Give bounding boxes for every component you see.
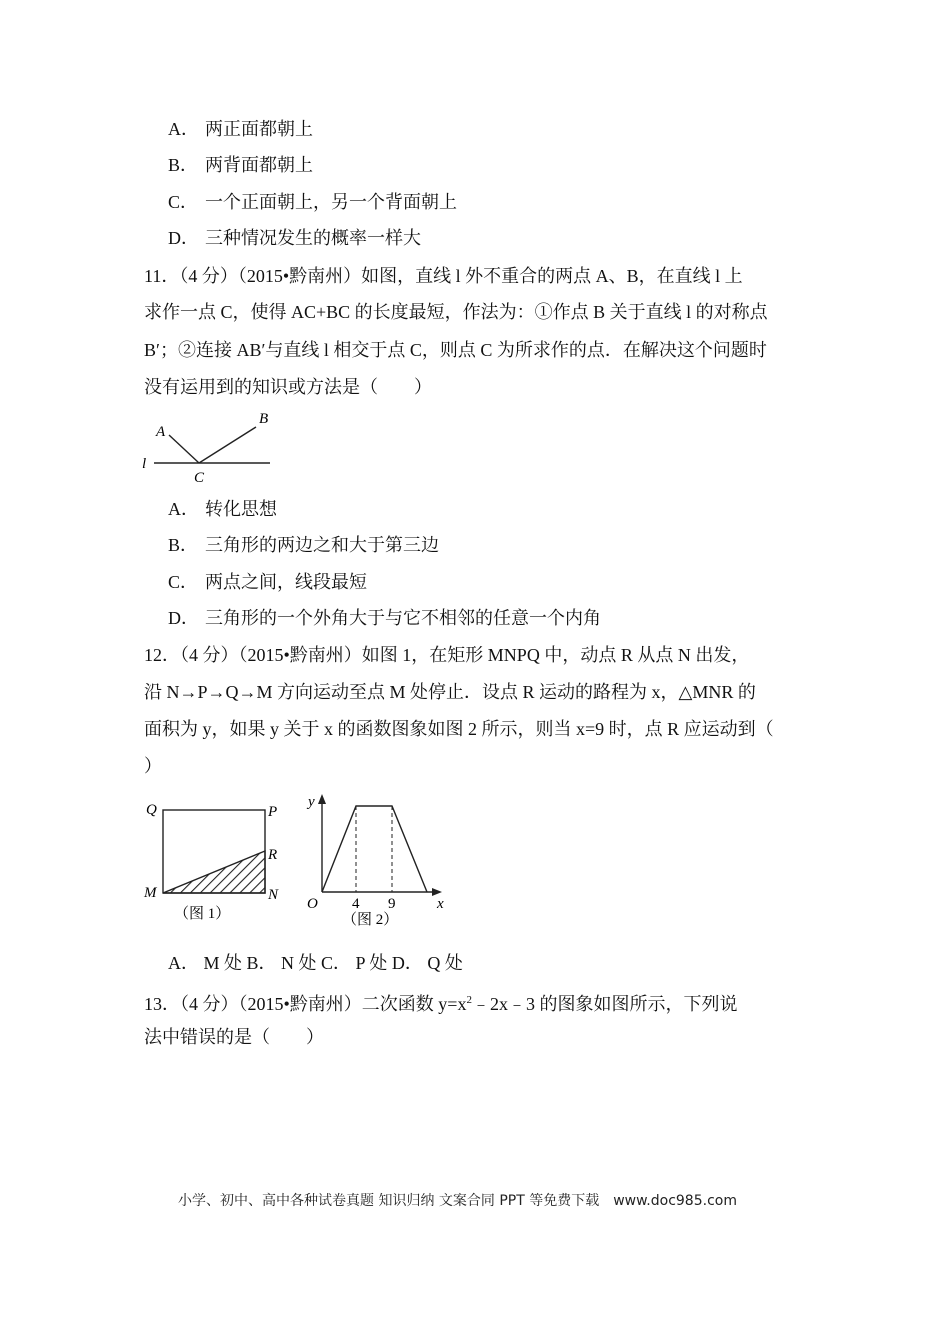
q10-option-d: D． 三种情况发生的概率一样大 xyxy=(168,228,421,248)
q11-option-c: C． 两点之间，线段最短 xyxy=(168,572,367,592)
triangle-mnr-shaded xyxy=(163,851,265,893)
q11-stem-line: 求作一点 C，使得 AC+BC 的长度最短，作法为：①作点 B 关于直线 l 的对称点 xyxy=(144,302,768,322)
q12-stem-line: 12．（4 分）（2015•黔南州）如图 1，在矩形 MNPQ 中，动点 R 从点 N 出发， xyxy=(144,645,750,665)
label-y: y xyxy=(308,794,315,810)
fig2-caption: （图 2） xyxy=(342,912,399,928)
q11-stem-line: 没有运用到的知识或方法是（ ） xyxy=(144,377,432,397)
label-o: O xyxy=(307,896,318,912)
q10-option-a: A． 两正面都朝上 xyxy=(168,119,313,139)
q12-stem-line: 面积为 y，如果 y 关于 x 的函数图象如图 2 所示，则当 x=9 时，点 R 应运动到（ xyxy=(144,719,774,739)
label-p: P xyxy=(268,804,278,820)
q10-option-b: B． 两背面都朝上 xyxy=(168,155,313,175)
segment-bc xyxy=(199,427,256,463)
segment-ac xyxy=(169,435,199,463)
q11-option-a: A． 转化思想 xyxy=(168,499,277,519)
label-x: x xyxy=(437,896,444,912)
function-graph xyxy=(322,806,427,892)
label-n: N xyxy=(268,887,279,903)
tick-4: 4 xyxy=(352,896,360,912)
q12-options: A． M 处 B． N 处 C． P 处 D． Q 处 xyxy=(168,953,463,973)
label-b: B xyxy=(259,411,269,427)
y-axis-arrow xyxy=(318,794,326,804)
label-l: l xyxy=(142,456,147,472)
label-r: R xyxy=(268,847,278,863)
q13-stem-line: 13．（4 分）（2015•黔南州）二次函数 $y=x^2﹣2x﹣3$ 的图象如图所示，下列说 xyxy=(144,994,738,1014)
q11-option-b: B． 三角形的两边之和大于第三边 xyxy=(168,535,439,555)
q13-stem-line: 法中错误的是（ ） xyxy=(144,1027,324,1047)
page-footer: 小学、初中、高中各种试卷真题 知识归纳 文案合同 PPT 等免费下载 www.doc985.com xyxy=(178,1193,737,1209)
q11-stem-line: B′；②连接 AB′与直线 l 相交于点 C，则点 C 为所求作的点．在解决这个问题时 xyxy=(144,340,767,360)
tick-9: 9 xyxy=(388,896,396,912)
fig1-caption: （图 1） xyxy=(174,906,231,922)
label-c: C xyxy=(194,470,205,485)
q11-stem-line: 11．（4 分）（2015•黔南州）如图，直线 l 外不重合的两点 A、B，在直线 l 上 xyxy=(144,266,743,286)
q10-option-c: C． 一个正面朝上，另一个背面朝上 xyxy=(168,192,457,212)
q12-figure-2 xyxy=(300,790,460,940)
q12-figure-1 xyxy=(140,794,290,954)
label-m: M xyxy=(144,885,157,901)
label-a: A xyxy=(156,424,166,440)
q12-stem-line: 沿 N→P→Q→M 方向运动至点 M 处停止．设点 R 运动的路程为 x，△MNR 的 xyxy=(144,682,756,702)
q11-figure xyxy=(138,405,278,485)
q12-stem-line: ） xyxy=(144,756,162,776)
label-q: Q xyxy=(146,802,157,818)
x-axis-arrow xyxy=(432,888,442,896)
q11-option-d: D． 三角形的一个外角大于与它不相邻的任意一个内角 xyxy=(168,608,601,628)
